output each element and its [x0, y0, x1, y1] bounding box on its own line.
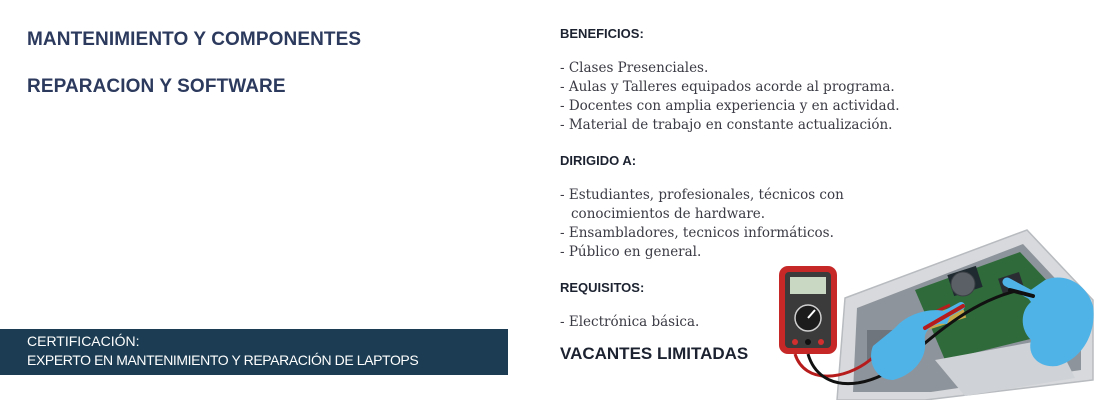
multimeter-icon [779, 266, 837, 354]
laptop-repair-illustration [775, 210, 1100, 400]
benefit-item: - Material de trabajo en constante actualización. [560, 117, 893, 133]
benefits-heading: BENEFICIOS: [560, 26, 644, 41]
course-title-repair: REPARACION Y SOFTWARE [27, 76, 286, 97]
audience-item: - Público en general. [560, 244, 702, 260]
certification-value: EXPERTO EN MANTENIMIENTO Y REPARACIÓN DE LAPTOPS [27, 352, 419, 368]
benefit-item: - Clases Presenciales. [560, 60, 709, 76]
audience-item: - Estudiantes, profesionales, técnicos con [560, 187, 844, 203]
benefit-item: - Aulas y Talleres equipados acorde al programa. [560, 79, 895, 95]
requirements-heading: REQUISITOS: [560, 280, 645, 295]
certification-banner [0, 329, 508, 375]
limited-spots-notice: VACANTES LIMITADAS [560, 344, 749, 363]
certification-label: CERTIFICACIÓN: [27, 333, 140, 349]
audience-heading: DIRIGIDO A: [560, 153, 637, 168]
audience-item: - Ensambladores, tecnicos informáticos. [560, 225, 834, 241]
audience-item: conocimientos de hardware. [571, 206, 766, 222]
course-title-maintenance: MANTENIMIENTO Y COMPONENTES [27, 29, 362, 50]
requirement-item: - Electrónica básica. [560, 314, 700, 330]
benefit-item: - Docentes con amplia experiencia y en actividad. [560, 98, 900, 114]
